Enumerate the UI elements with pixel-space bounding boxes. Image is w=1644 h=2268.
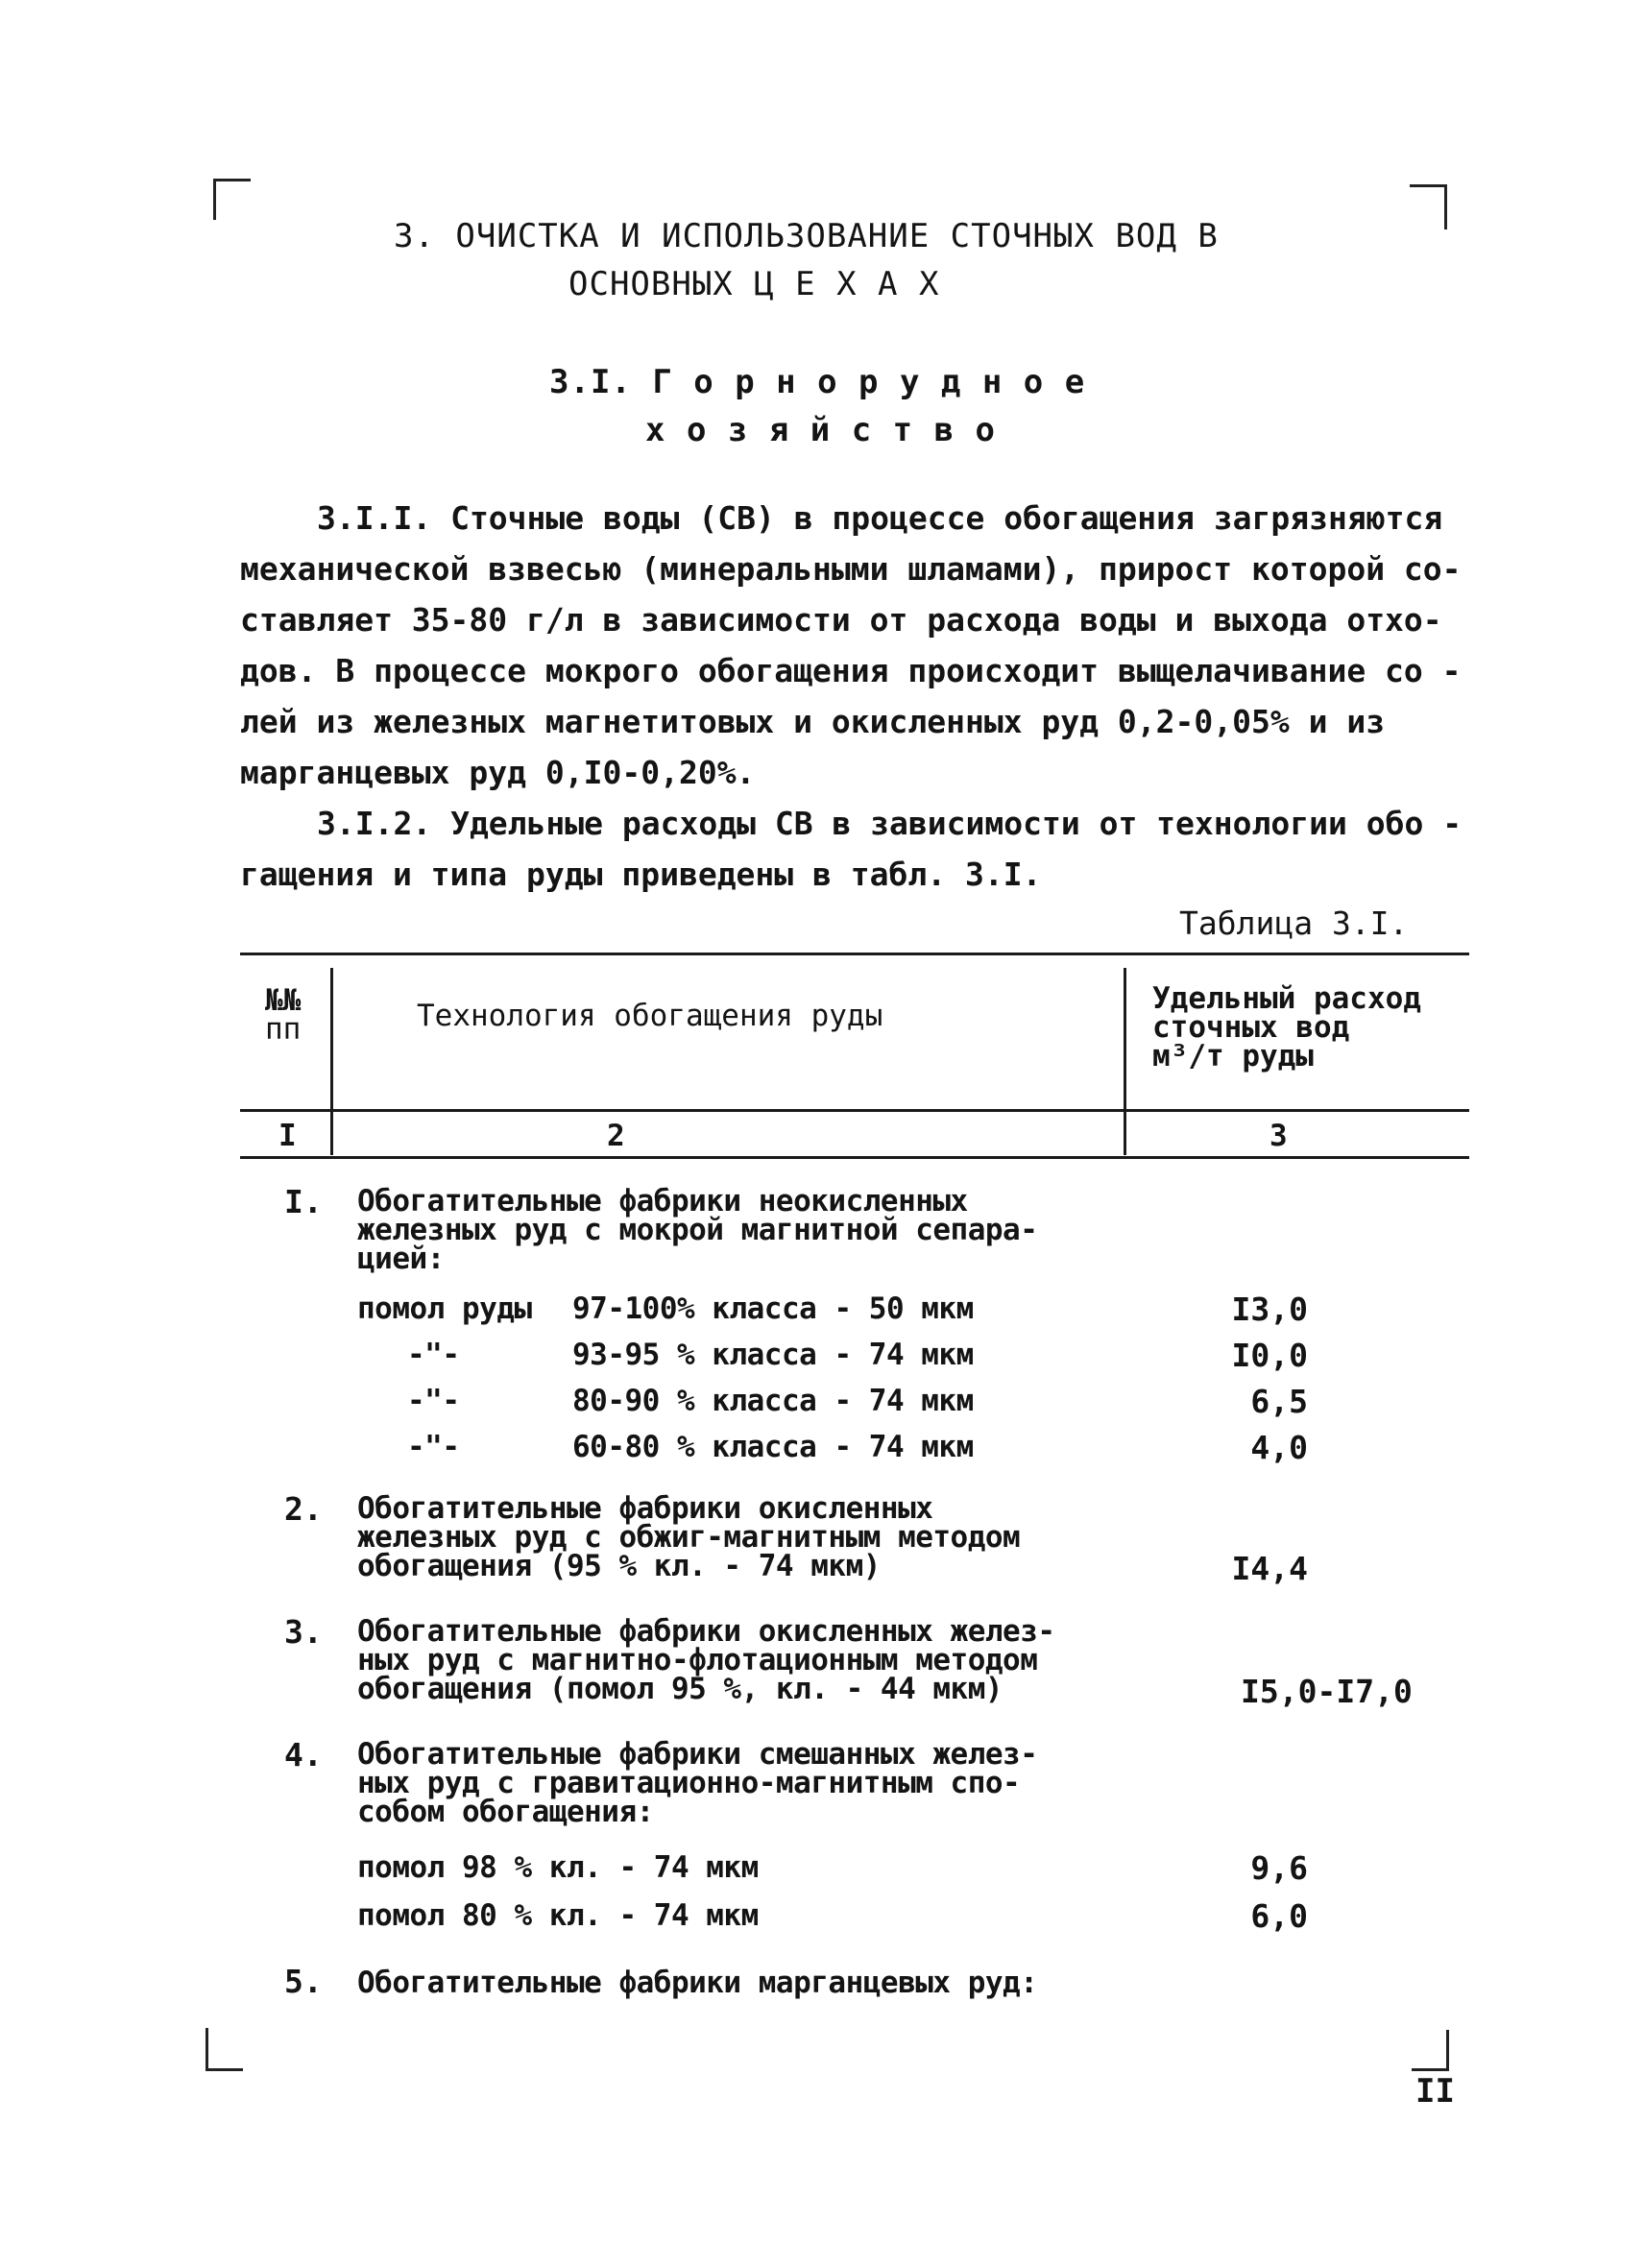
table-caption: Таблица 3.I.: [1179, 905, 1409, 942]
item-text: Обогатительные фабрики смешанных желез-: [357, 1737, 1038, 1772]
item-text: железных руд с обжиг-магнитным методом: [357, 1520, 1021, 1555]
subitem-label: помол руды: [357, 1291, 532, 1326]
subitem-value: I0,0: [1231, 1337, 1308, 1374]
item-number: 2.: [284, 1490, 323, 1528]
section-title-line2: ОСНОВНЫХ Ц Е Х А Х: [568, 265, 940, 303]
paragraph-line: дов. В процессе мокрого обогащения происходит выщелачивание со -: [240, 652, 1462, 689]
section-title: 3. ОЧИСТКА И ИСПОЛЬЗОВАНИЕ СТОЧНЫХ ВОД В: [394, 217, 1219, 255]
item-text: Обогатительные фабрики марганцевых руд:: [357, 1966, 1038, 2000]
item-text: ных руд с гравитационно-магнитным спо-: [357, 1766, 1021, 1800]
subitem-text: 93-95 % класса - 74 мкм: [572, 1338, 974, 1372]
paragraph-line: лей из железных магнетитовых и окисленных руд 0,2-0,05% и из: [240, 703, 1386, 740]
subitem-text: 60-80 % класса - 74 мкм: [572, 1430, 974, 1464]
page-number: II: [1415, 2072, 1455, 2111]
subitem-text: помол 98 % кл. - 74 мкм: [357, 1850, 759, 1885]
item-number: 4.: [284, 1736, 323, 1773]
header-number-sub: пп: [265, 1012, 302, 1047]
item-text: ных руд с магнитно-флотационным методом: [357, 1643, 1038, 1677]
table-header-rule: [240, 1109, 1469, 1112]
subitem-text: 80-90 % класса - 74 мкм: [572, 1384, 974, 1418]
subsection-title-line2: х о з я й с т в о: [645, 411, 996, 449]
paragraph-line: марганцевых руд 0,I0-0,20%.: [240, 754, 756, 791]
table-top-rule: [240, 953, 1469, 955]
item-text: цией:: [357, 1242, 445, 1276]
subitem-value: 4,0: [1250, 1429, 1308, 1466]
header-specific-consumption-unit: м³/т руды: [1152, 1039, 1314, 1074]
corner-mark-bottom-left: [206, 2028, 243, 2071]
table-column-divider: [1124, 968, 1126, 1155]
corner-mark-bottom-right: [1412, 2030, 1449, 2071]
item-text: железных руд с мокрой магнитной сепара-: [357, 1213, 1038, 1247]
column-number-2: 2: [607, 1119, 625, 1153]
item-text: Обогатительные фабрики окисленных: [357, 1491, 933, 1526]
column-number-1: I: [278, 1119, 297, 1153]
subitem-value: 6,5: [1250, 1383, 1308, 1420]
header-specific-consumption: Удельный расход: [1152, 981, 1421, 1016]
subitem-value: 6,0: [1250, 1897, 1308, 1935]
subitem-ditto: -"-: [407, 1384, 460, 1418]
item-text: обогащения (помол 95 %, кл. - 44 мкм): [357, 1672, 1003, 1706]
item-text: Обогатительные фабрики неокисленных: [357, 1184, 968, 1218]
header-specific-consumption-line2: сточных вод: [1152, 1010, 1350, 1045]
subitem-ditto: -"-: [407, 1430, 460, 1464]
header-technology: Технология обогащения руды: [417, 999, 883, 1033]
subitem-value: 9,6: [1250, 1849, 1308, 1887]
item-number: 5.: [284, 1963, 323, 2000]
subsection-title: 3.I. Г о р н о р у д н о е: [549, 363, 1086, 401]
paragraph-line: механической взвесью (минеральными шламами), прирост которой со-: [240, 550, 1462, 588]
item-number: 3.: [284, 1613, 323, 1651]
subitem-text: помол 80 % кл. - 74 мкм: [357, 1898, 759, 1933]
subitem-ditto: -"-: [407, 1338, 460, 1372]
table-colnum-rule: [240, 1156, 1469, 1159]
item-text: собом обогащения:: [357, 1795, 654, 1829]
paragraph-line: 3.I.2. Удельные расходы СВ в зависимости от технологии обо -: [317, 805, 1463, 842]
table-column-divider: [330, 968, 333, 1155]
item-value: I5,0-I7,0: [1241, 1673, 1413, 1710]
paragraph-line: гащения и типа руды приведены в табл. 3.I.: [240, 856, 1042, 893]
column-number-3: 3: [1269, 1119, 1288, 1153]
item-number: I.: [284, 1183, 323, 1220]
header-number: №№: [265, 983, 302, 1018]
paragraph-line: 3.I.I. Сточные воды (СВ) в процессе обогащения загрязняются: [317, 499, 1443, 537]
corner-mark-top-left: [213, 179, 251, 220]
subitem-value: I3,0: [1231, 1291, 1308, 1328]
item-text: обогащения (95 % кл. - 74 мкм): [357, 1549, 881, 1583]
subitem-text: 97-100% класса - 50 мкм: [572, 1291, 974, 1326]
paragraph-line: ставляет 35-80 г/л в зависимости от расхода воды и выхода отхо-: [240, 601, 1442, 639]
item-text: Обогатительные фабрики окисленных желез-: [357, 1614, 1055, 1649]
corner-mark-top-right: [1410, 184, 1447, 229]
item-value: I4,4: [1231, 1550, 1308, 1587]
